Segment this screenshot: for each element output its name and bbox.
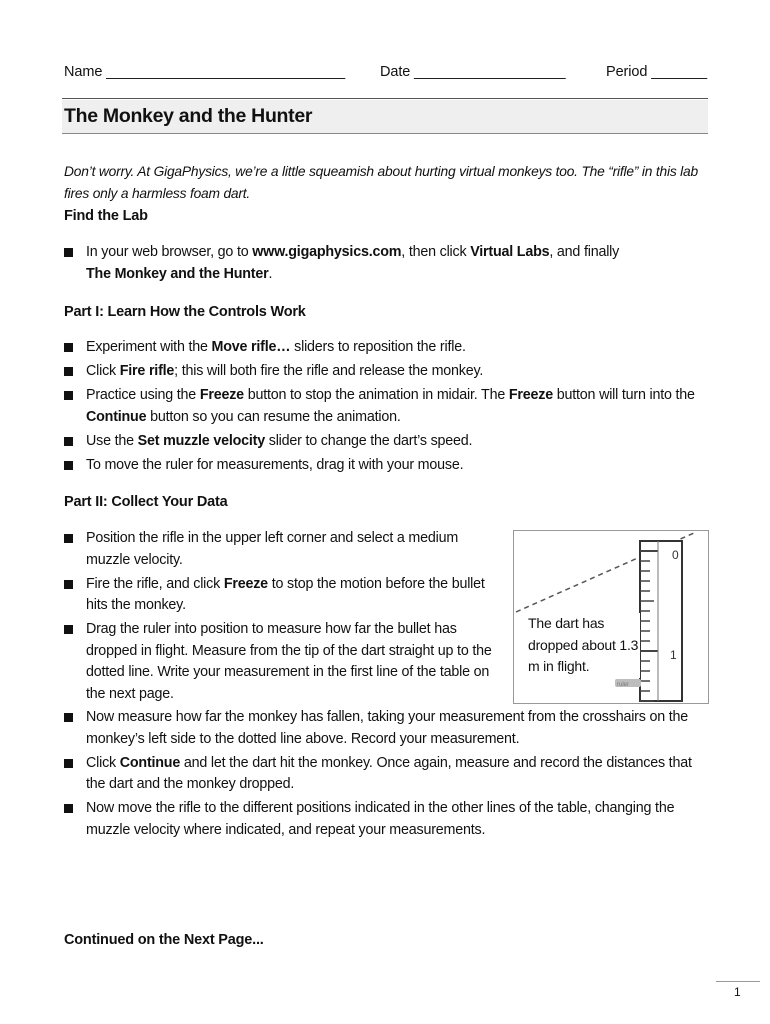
ruler-label-one: 1 xyxy=(670,648,677,662)
square-bullet-icon xyxy=(64,248,73,257)
date-field: Date ___________________ xyxy=(380,64,566,80)
find-lab-list xyxy=(64,242,664,288)
list-item: In your web browser, go to www.gigaphysics.com, then click Virtual Labs, and finally The Monkey and the Hunter. xyxy=(64,242,664,285)
worksheet-header xyxy=(64,64,708,86)
list-item: Click Fire rifle; this will both fire the rifle and release the monkey. xyxy=(64,361,704,383)
list-item: Use the Set muzzle velocity slider to change the dart’s speed. xyxy=(64,431,704,453)
list-item: To move the ruler for measurements, drag it with your mouse. xyxy=(64,455,704,477)
intro-paragraph: Don’t worry. At GigaPhysics, we’re a little squeamish about hurting virtual monkeys too. The “rifle” in this lab fires only a harmless foam dart. xyxy=(64,163,698,201)
square-bullet-icon xyxy=(64,625,73,634)
page-title: The Monkey and the Hunter xyxy=(64,105,313,127)
part2-list-narrow xyxy=(64,528,496,708)
square-bullet-icon xyxy=(64,759,73,768)
square-bullet-icon xyxy=(64,367,73,376)
title-top-rule xyxy=(62,98,708,99)
square-bullet-icon xyxy=(64,461,73,470)
list-item: Experiment with the Move rifle… sliders to reposition the rifle. xyxy=(64,337,704,359)
part2-list-wide xyxy=(64,707,708,844)
figure-caption: The dart has dropped about 1.3 m in flight. xyxy=(528,613,640,678)
find-lab-heading: Find the Lab xyxy=(64,208,148,224)
website-link[interactable]: www.gigaphysics.com xyxy=(252,244,402,260)
page-number: 1 xyxy=(734,985,741,999)
square-bullet-icon xyxy=(64,391,73,400)
ruler-figure xyxy=(513,530,709,704)
part2-heading: Part II: Collect Your Data xyxy=(64,494,228,510)
list-item: Position the rifle in the upper left corner and select a medium muzzle velocity. xyxy=(64,528,496,571)
name-field: Name ______________________________ xyxy=(64,64,346,80)
part1-list xyxy=(64,337,704,479)
list-item: Click Continue and let the dart hit the monkey. Once again, measure and record the distances that the dart and the monkey dropped. xyxy=(64,753,708,796)
square-bullet-icon xyxy=(64,580,73,589)
ruler-small-label: ruler xyxy=(617,682,630,688)
title-band xyxy=(62,100,708,134)
part1-heading: Part I: Learn How the Controls Work xyxy=(64,304,306,320)
square-bullet-icon xyxy=(64,437,73,446)
footer-rule xyxy=(716,981,760,982)
ruler-label-zero: 0 xyxy=(672,548,679,562)
square-bullet-icon xyxy=(64,713,73,722)
square-bullet-icon xyxy=(64,534,73,543)
list-item: Now measure how far the monkey has fallen, taking your measurement from the crosshairs on the monkey’s left side to the dotted line above. Record your measurement. xyxy=(64,707,708,750)
square-bullet-icon xyxy=(64,804,73,813)
period-field: Period _______ xyxy=(606,64,707,80)
continued-note: Continued on the Next Page... xyxy=(64,932,264,948)
list-item: Practice using the Freeze button to stop the animation in midair. The Freeze button will turn into the Continue button so you can resume the animation. xyxy=(64,385,704,428)
list-item: Fire the rifle, and click Freeze to stop the motion before the bullet hits the monkey. xyxy=(64,574,496,617)
list-item: Drag the ruler into position to measure how far the bullet has dropped in flight. Measure from the tip of the dart straight up to the dotted line. Write your measurement in the first line of the table on the next page. xyxy=(64,619,496,705)
list-item: Now move the rifle to the different positions indicated in the other lines of the table, changing the muzzle velocity where indicated, and repeat your measurements. xyxy=(64,798,708,841)
square-bullet-icon xyxy=(64,343,73,352)
